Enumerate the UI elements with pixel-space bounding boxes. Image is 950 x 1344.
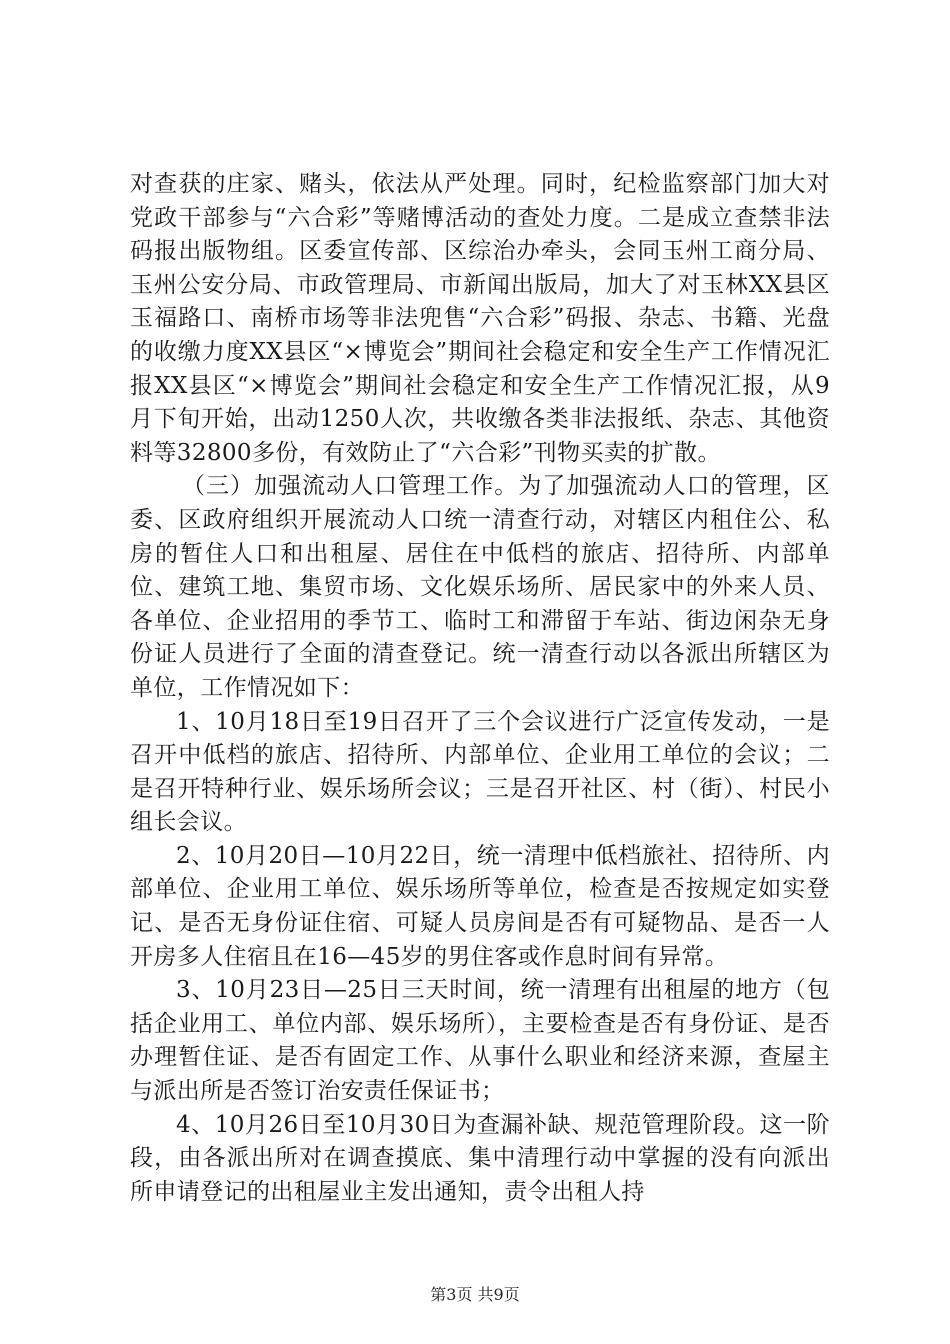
document-body: [130, 168, 830, 1209]
paragraph-item-1: 1、10月18日至19日召开了三个会议进行广泛宣传发动，一是召开中低档的旅店、招待所、内部单位、企业用工单位的会议；二是召开特种行业、娱乐场所会议；三是召开社区、村（街）、村民小组长会议。: [130, 708, 830, 836]
page-number-footer: 第3页 共9页: [430, 1285, 520, 1304]
paragraph-item-4: 4、10月26日至10月30日为查漏补缺、规范管理阶段。这一阶段，由各派出所对在调查摸底、集中清理行动中掌握的没有向派出所申请登记的出租屋业主发出通知，责令出租人持: [130, 1111, 830, 1205]
paragraph-section-three: （三）加强流动人口管理工作。为了加强流动人口的管理，区委、区政府组织开展流动人口统一清查行动，对辖区内租住公、私房的暂住人口和出租屋、居住在中低档的旅店、招待所、内部单位、建筑工地、集贸市场、文化娱乐场所、居民家中的外来人员、各单位、企业招用的季节工、临时工和滞留于车站、街边闲杂无身份证人员进行了全面的清查登记。统一清查行动以各派出所辖区为单位，工作情况如下：: [130, 473, 830, 701]
paragraph-item-3: 3、10月23日—25日三天时间，统一清理有出租屋的地方（包括企业用工、单位内部、娱乐场所），主要检查是否有身份证、是否办理暂住证、是否有固定工作、从事什么职业和经济来源，查屋主与派出所是否签订治安责任保证书；: [130, 977, 830, 1105]
paragraph-continuation: 对查获的庄家、赌头，依法从严处理。同时，纪检监察部门加大对党政干部参与“六合彩”等赌博活动的查处力度。二是成立查禁非法码报出版物组。区委宣传部、区综治办牵头，会同玉州工商分局、玉州公安分局、市政管理局、市新闻出版局，加大了对玉林XX县区玉福路口、南桥市场等非法兜售“六合彩”码报、杂志、书籍、光盘的收缴力度XX县区“×博览会”期间社会稳定和安全生产工作情况汇报XX县区“×博览会”期间社会稳定和安全生产工作情况汇报，从9月下旬开始，出动1250人次，共收缴各类非法报纸、杂志、其他资料等32800多份，有效防止了“六合彩”刊物买卖的扩散。: [130, 171, 830, 466]
paragraph-item-2: 2、10月20日—10月22日，统一清理中低档旅社、招待所、内部单位、企业用工单位、娱乐场所等单位，检查是否按规定如实登记、是否无身份证住宿、可疑人员房间是否有可疑物品、是否一人开房多人住宿且在16—45岁的男住客或作息时间有异常。: [130, 842, 830, 970]
